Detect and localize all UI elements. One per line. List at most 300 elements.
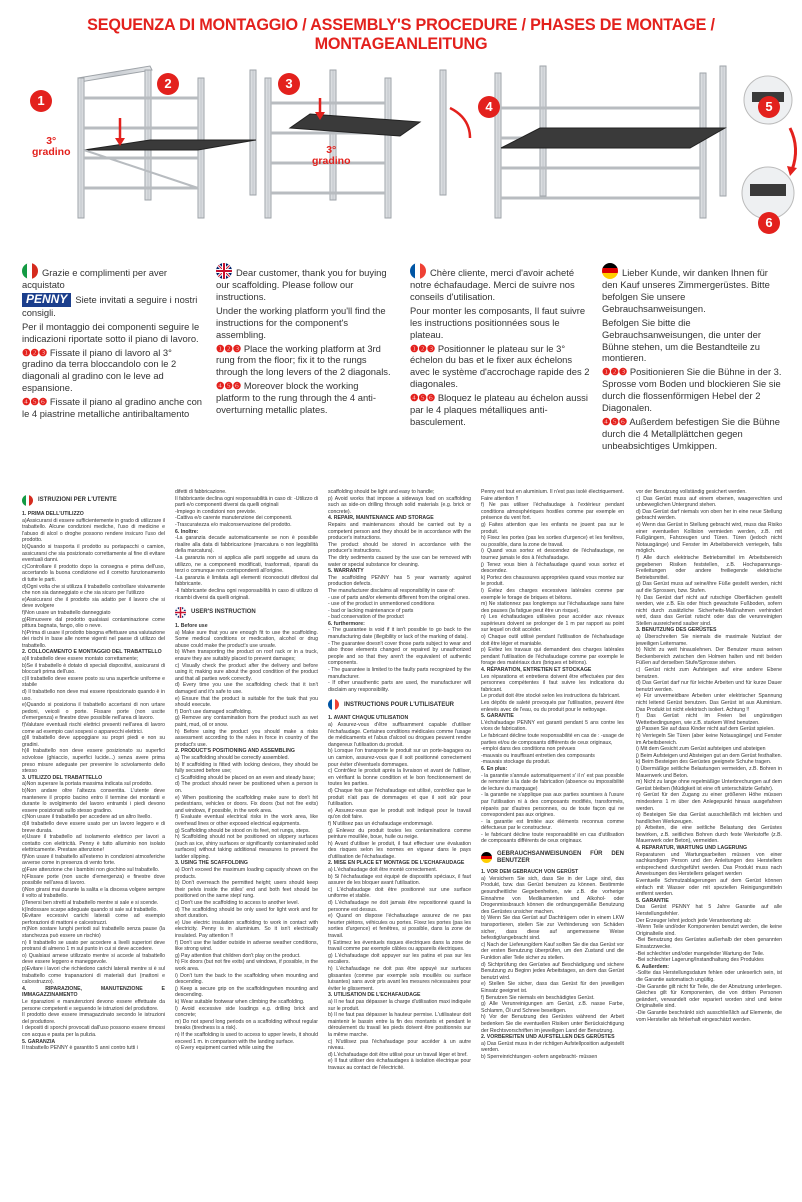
instructions-column-4 bbox=[481, 489, 624, 1199]
instruction-text: scaffolding should be light and easy to handle; bbox=[328, 489, 435, 495]
instruction-section-title: 6. Außerdem: bbox=[636, 963, 669, 970]
instruction-text: e)Quando si posiziona il trabattello accertarsi di non urtare pedoni, veicoli o porte. Fissare porte (non uscite d'emergenza) e finestre dove possibile nell'area di lavoro. bbox=[22, 702, 165, 722]
instruction-paragraph bbox=[22, 874, 165, 887]
instruction-text: e) Quand on dispose l'échafaudage assurez de ne pas heurter piétons, véhicules ou portes. Fixez les portes (pas les sorties d'urgence) et fenêtres, si possible, dans la zone de travail. bbox=[328, 913, 471, 939]
instruction-paragraph bbox=[22, 940, 165, 953]
instruction-text: b) Don't overreach the permitted height; users should keep their pelvis inside the stiles' end and both feet should be positioned on the same step/ rung. bbox=[175, 880, 318, 900]
instruction-text: c) Don't use the scaffolding to access to another level. bbox=[175, 900, 300, 907]
instruction-paragraph bbox=[175, 630, 318, 650]
instruction-paragraph bbox=[636, 852, 782, 878]
instruction-text: Reparaturen und Wartungsarbeiten müssen von einer sachkundigen Person und den Anleitungen des Herstellers entsprechend durchgeführt werden. Das Produkt muss nach Anweisungen des Herstellers gelagert werden bbox=[636, 851, 782, 878]
instruction-text: p)Evitare i lavori che richiedono carichi laterali mentre si è sul trabattello come trapanazioni di materiali duri (mattoni e calcestruzzo). bbox=[22, 965, 165, 986]
instruction-paragraph bbox=[22, 511, 165, 518]
instruction-paragraph bbox=[481, 773, 624, 793]
instruction-text: l) Übermäßige seitliche Belastungen vermeiden, z.B. Bohren in Mauerwerk und Beton. bbox=[636, 765, 782, 779]
instruction-text: p) Avoid works that impose a sideways load on scaffolding such as side-on drilling through solid materials (e.g. brick or concrete). bbox=[328, 495, 471, 515]
instruction-text: a) Assurez-vous d'être suffisamment capable d'utiliser l'échafaudage. Certaines conditions médicales comme l'usage de médicaments et l'abus d'alcool ou drogues peuvent rendre dangereux l'utilisation du produit. bbox=[328, 722, 471, 748]
instruction-text: b) Il ne faut pas dépasser la hauteur permise. L'utilisateur doit maintenir le bassin entre la fin des montants et pendant le déroulement du travail les pieds doivent être positionnés sur la même marche. bbox=[328, 1012, 471, 1038]
instruction-paragraph bbox=[328, 575, 471, 588]
instruction-paragraph bbox=[22, 544, 165, 564]
instruction-paragraph bbox=[481, 753, 624, 760]
instruction-paragraph bbox=[175, 623, 318, 630]
step-number-4: 4 bbox=[478, 96, 500, 118]
instruction-text: h)Fissare porte (non uscite d'emergenza) e finestre dove possibile nell'area di lavoro. bbox=[22, 873, 165, 887]
instruction-text: c) Gerüst nicht zum Aufsteigen auf eine andere Ebene benutzen. bbox=[636, 667, 782, 680]
instruction-paragraph bbox=[636, 984, 782, 1010]
instruction-text: f) Don't use the ladder outside in adverse weather conditions, like strong wind. bbox=[175, 939, 318, 953]
instruction-text: vor der Benutzung vollständig gesichert werden. bbox=[636, 489, 747, 495]
instruction-paragraph bbox=[481, 601, 624, 614]
instruction-paragraph bbox=[481, 700, 624, 713]
instruction-paragraph bbox=[636, 759, 782, 766]
instruction-paragraph bbox=[636, 1010, 782, 1023]
instruction-section-title: 2. MISE EN PLACE ET MONTAGE DE L'ECHAFAUDAGE bbox=[328, 860, 465, 867]
instruction-text: b) When transporting the product on roof rack or in a truck, ensure they are suitably placed to prevent damages; bbox=[175, 649, 318, 663]
instruction-paragraph bbox=[481, 792, 624, 818]
instruction-paragraph bbox=[22, 781, 165, 788]
instruction-paragraph bbox=[481, 1041, 624, 1054]
instruction-text: e) Ensure that the product is suitable for the task that you should execute. bbox=[175, 695, 318, 709]
instruction-text: h)Prima di usare il prodotto bisogna effettuare una valutazione dei rischi in base alle norme vigenti nel paese di utilizzo del trabattello. bbox=[22, 629, 165, 649]
instruction-text: l) Avoid excessive side loadings e.g. drilling brick and concrete; bbox=[175, 1005, 318, 1019]
instruction-paragraph bbox=[328, 555, 471, 568]
instruction-section-title: 4. RÉPARATION, ENTRETIEN ET STOCKAGE bbox=[481, 667, 592, 674]
instruction-text: f) Ne pas utiliser l'échafaudage à l'extérieur pendant conditions atmosphériques hostiles comme par exemple en présence du vent fort. bbox=[481, 502, 624, 522]
instruction-text: h) Avant d'utiliser le produit, il faut effectuer une évaluation des risques selon les normes en vigueur dans le pays d'utilisation de l'échafaudage. bbox=[328, 840, 471, 860]
instruction-section-title: 5. GARANTIE bbox=[636, 897, 669, 904]
instruction-text: c) Scaffolding should be placed on an even and steady base; bbox=[175, 774, 316, 781]
instruction-paragraph bbox=[481, 634, 624, 647]
instruction-text: c)Il trabattello deve essere posto su una superficie uniforme e stabile bbox=[22, 675, 165, 689]
instruction-text: -Bei Benutzung des Gerüstes außerhalb der oben genannten Einsatzzwecke. bbox=[636, 937, 782, 950]
instruction-text: g) Das Gerüst muss auf seine/ihre Füße gestellt werden, nicht auf die Sprossen, bzw. Stufen. bbox=[636, 581, 782, 594]
instruction-paragraph bbox=[22, 854, 165, 867]
instruction-paragraph bbox=[22, 1025, 165, 1038]
instruction-paragraph bbox=[328, 601, 471, 608]
instruction-paragraph bbox=[22, 821, 165, 834]
instruction-paragraph bbox=[175, 867, 318, 880]
instruction-paragraph bbox=[22, 966, 165, 986]
instruction-paragraph bbox=[481, 766, 624, 773]
instruction-paragraph bbox=[22, 617, 165, 630]
instruction-paragraph bbox=[481, 522, 624, 535]
instruction-text: h)Il trabattello non deve essere posizionato su superfici scivolose (ghiaccio, superfici lucide...) senza avere prima preso misure adeguate per prevenire lo scivolamento dello stesso bbox=[22, 748, 165, 775]
instruction-paragraph bbox=[481, 995, 624, 1002]
instruction-text: a)Il trabattello deve essere montato correttamente; bbox=[22, 656, 139, 663]
instruction-text: k) Portez des chaussures appropriées quand vous montez sur le produit. bbox=[481, 574, 624, 588]
instruction-paragraph bbox=[328, 860, 471, 867]
instruction-text: - use of parts and/or elements different from the original ones. bbox=[328, 594, 470, 601]
instruction-text: - le fabricant décline toute responsabilité en cas d'utilisation de composants différents de ceux originaux. bbox=[481, 831, 624, 845]
instruction-paragraph bbox=[328, 913, 471, 939]
instruction-paragraph bbox=[636, 667, 782, 680]
instruction-text: Penny est tout en aluminium. Il n'est pas isolé électriquement. Faire attention !! bbox=[481, 489, 624, 502]
instruction-text: Repairs and maintenances should be carried out by a competent person and they should be in accordance with the producer's instructions. bbox=[328, 521, 471, 542]
instruction-paragraph bbox=[22, 597, 165, 610]
step-number-3: 3 bbox=[278, 73, 300, 95]
instruction-text: -Trascuratezza e/o malconservazione del prodotto. bbox=[175, 521, 292, 528]
instruction-section-title: 1. AVANT CHAQUE UTILISATION bbox=[328, 715, 409, 722]
instruction-text: j) Beim Aufsteigen und Absteigen gut an dem Gerüst festhalten. bbox=[636, 752, 782, 759]
instruction-text: m) Do not spend long periods on a scaffolding without regular breaks (tiredness is a risk). bbox=[175, 1018, 318, 1032]
instruction-paragraph bbox=[636, 970, 782, 983]
instruction-paragraph bbox=[175, 588, 318, 601]
instruction-text: f) N'utilisez pas un échafaudage endommagé. bbox=[328, 820, 434, 827]
instruction-text: m) Ne stationnez pas longtemps sur l'échafaudage sans faire des pauses (la fatigue peut être un risque). bbox=[481, 601, 624, 614]
instruction-paragraph bbox=[328, 496, 471, 516]
instruction-section-title: 3. USING THE SCAFFOLDING bbox=[175, 860, 248, 867]
instruction-paragraph bbox=[636, 726, 782, 733]
instruction-paragraph bbox=[328, 614, 471, 621]
instruction-paragraph bbox=[636, 713, 782, 726]
step-number-5: 5 bbox=[758, 96, 780, 118]
instruction-text: e) Für unvermeidbare Arbeiten unter elektrischer Spannung nicht leitend Gerüst benutzen. Das Gerüst ist aus Aluminium. Das Produkt ist nicht elektrisch isoliert. Achtung !! bbox=[636, 693, 782, 713]
instruction-text: -emploi dans des conditions non prévues bbox=[481, 746, 576, 753]
instruction-paragraph bbox=[328, 821, 471, 828]
instructions-column-2 bbox=[175, 489, 318, 1199]
instruction-paragraph bbox=[481, 647, 624, 667]
instruction-paragraph bbox=[22, 689, 165, 702]
instruction-paragraph bbox=[22, 887, 165, 900]
instruction-paragraph bbox=[328, 515, 471, 522]
scaffold-step-4 bbox=[495, 66, 726, 218]
instruction-paragraph bbox=[481, 614, 624, 634]
instruction-text: - The guarantee is limited to the faulty parts recognized by the manufacturer. bbox=[328, 667, 471, 680]
step-number-2: 2 bbox=[157, 73, 179, 95]
instruction-paragraph bbox=[22, 584, 165, 597]
instruction-text: L'échafaudage PENNY est garanti pendant 5 ans contre les vices de fabrication. bbox=[481, 719, 624, 733]
instruction-text: g) Scaffolding should be stood on its feet, not rungs, steps. bbox=[175, 827, 310, 834]
instruction-text: d) L'échafaudage doit être utilisé pour un travail léger et bref. bbox=[328, 1051, 468, 1058]
instruction-paragraph bbox=[175, 555, 318, 575]
section-heading-english: USER'S INSTRUCTION bbox=[175, 607, 318, 618]
instruction-text: l) Évitez des charges excessives latérales comme par exemple le forage de briques et bétons. bbox=[481, 587, 624, 601]
instruction-text: Il prodotto deve essere immagazzinato secondo le istruzioni del produttore. bbox=[22, 1012, 165, 1025]
instruction-paragraph bbox=[328, 608, 471, 615]
instruction-text: i)Non girarsi mai durante la salita e la discesa volgere sempre il volto al trabattello. bbox=[22, 886, 165, 900]
instruction-paragraph bbox=[175, 729, 318, 749]
uk-flag-icon bbox=[175, 607, 186, 618]
france-flag-icon bbox=[328, 699, 339, 710]
instruction-paragraph bbox=[481, 1034, 624, 1041]
instruction-text: c)Non usare il trabattello per accedere ad un altro livello. bbox=[22, 814, 152, 821]
instruction-text: - The guarantee is void if it isn't possible to go back to the manufacturing date (illegibility or lack of the marking of data). bbox=[328, 627, 471, 641]
instruction-text: i) Don't turn the back to the scaffolding when mounting and descending. bbox=[175, 972, 318, 986]
instruction-text: a) Versichern Sie sich, dass Sie in der Lage sind, das Produkt, bzw. das Gerüst benutzen zu können. Bestimmte gesundheitliche Gegebenheiten, wie z.B. die vorherige Einnahme von Medikamenten und Alkohol- oder Drogenmissbrauch können die ordnungsgemäße Benutzung des Gerüstes unsicher machen. bbox=[481, 875, 624, 915]
instruction-text: d) Il trabattello non deve mai essere riposizionato quando è in uso. bbox=[22, 689, 165, 702]
instruction-paragraph bbox=[481, 588, 624, 601]
instruction-section-title: 3. UTILIZZO DEL TRABATTELLO bbox=[22, 774, 103, 781]
instruction-paragraph bbox=[328, 680, 471, 693]
instruction-text: - use of the product in unmentioned conditions bbox=[328, 601, 435, 608]
instruction-paragraph bbox=[22, 999, 165, 1012]
instruction-text: j) Tenez vous bien à l'échafaudage quand vous sortez et descendez. bbox=[481, 561, 624, 575]
instruction-paragraph bbox=[328, 627, 471, 640]
instruction-paragraph bbox=[175, 682, 318, 695]
instruction-text: f) Don't use damaged scaffolding. bbox=[175, 708, 253, 715]
instruction-text: Le fabricant décline toute responsabilité en cas de : -usage de parties et/ou de composants différents de ceux originaux, bbox=[481, 732, 624, 746]
instruction-text: g) Passen Sie auf dass Kinder nicht auf dem Gerüst spielen. bbox=[636, 726, 775, 733]
instruction-text: Le riparazioni e manutenzioni devono essere effettuate da persone competenti e seguendo le istruzioni del produttore. bbox=[22, 998, 165, 1012]
instruction-paragraph bbox=[328, 808, 471, 821]
instruction-paragraph bbox=[481, 693, 624, 700]
instruction-paragraph bbox=[636, 964, 782, 971]
instruction-paragraph bbox=[22, 722, 165, 735]
instruction-paragraph bbox=[481, 674, 624, 694]
instruction-text: e) Il faut utiliser des échafaudages à isolation électrique pour travaux au contact de l'électricité. bbox=[328, 1058, 471, 1071]
section-heading-italian: ISTRUZIONI PER L'UTENTE bbox=[22, 495, 165, 506]
instruction-paragraph bbox=[636, 733, 782, 746]
instruction-paragraph bbox=[22, 663, 165, 676]
instruction-paragraph bbox=[636, 753, 782, 760]
instruction-text: n) If the scaffolding is used to access to upper levels, it should exceed 1 m. in comparison with the landing surface. bbox=[175, 1031, 318, 1045]
uk-flag-icon bbox=[216, 263, 232, 279]
instruction-paragraph bbox=[481, 962, 624, 982]
instruction-paragraph bbox=[175, 515, 318, 522]
instruction-text: b)Quando si trasporta il prodotto su portapacchi o camion, assicurarsi che sia posizionato correttamente al fine di evitare eventuali danni. bbox=[22, 543, 165, 564]
instruction-paragraph bbox=[636, 812, 782, 825]
instruction-text: o) Qualsiasi arnese utilizzato mentre si accede al trabattello deve essere leggero e maneggevole. bbox=[22, 952, 165, 966]
instruction-paragraph bbox=[175, 973, 318, 986]
instruction-text: e)Assicurarsi che il prodotto sia adatto per il lavoro che si deve svolgere bbox=[22, 596, 165, 610]
instruction-paragraph bbox=[481, 667, 624, 674]
instruction-paragraph bbox=[22, 748, 165, 774]
instruction-text: e) Assurez-vous que le produit soit indiqué pour le travail qu'on doit faire. bbox=[328, 807, 471, 821]
instruction-text: m) Nicht zu lange ohne regelmäßige Unterbrechungen auf dem Gerüst bleiben (Müdigkeit ist eine oft unterschätzte Gefahr). bbox=[636, 779, 782, 792]
instruction-paragraph bbox=[175, 696, 318, 709]
instruction-paragraph bbox=[636, 951, 782, 958]
instruction-section-title: 2. PRODUCT'S POSITIONING AND ASSEMBLING bbox=[175, 748, 295, 755]
step-label-3rd-rung-b: 3° gradino bbox=[312, 144, 351, 167]
instruction-paragraph bbox=[175, 900, 318, 907]
instruction-section-title: 6. Inoltre: bbox=[175, 528, 199, 535]
instruction-paragraph bbox=[328, 1058, 471, 1071]
instruction-text: The scaffolding PENNY has 5 year warranty against production defects. bbox=[328, 574, 471, 588]
instruction-paragraph bbox=[636, 581, 782, 594]
instruction-paragraph bbox=[481, 746, 624, 753]
step-number-6: 6 bbox=[758, 212, 780, 234]
step-label-3rd-rung: 3° gradino bbox=[32, 135, 71, 158]
instruction-section-title: 3. BENUTZUNG DES GERÜSTES bbox=[636, 627, 717, 634]
instruction-paragraph bbox=[22, 834, 165, 854]
instruction-paragraph bbox=[175, 907, 318, 920]
intro-french: Chère cliente, merci d'avoir acheté notre échafaudage. Merci de suivre nos conseils d'utilisation. Pour monter les composants, Il faut suivre les instructions positionnées sous le plateau. ❶❷❸ Positionner le plateau sur le 3° échelon du bas et le fixer aux échelons avec le système d'accrochage rapide des 2 diagonales. ❹❺❻ Bloquez le plateau au échelon aussi par le 4 plaques métalliques anti-basculement. bbox=[410, 263, 590, 430]
germany-flag-icon bbox=[481, 852, 492, 863]
instruction-paragraph bbox=[175, 748, 318, 755]
italy-flag-icon bbox=[22, 263, 38, 279]
instruction-section-title: 1. PRIMA DELL'UTILIZZO bbox=[22, 511, 84, 517]
instruction-paragraph bbox=[22, 775, 165, 782]
instruction-paragraph bbox=[328, 748, 471, 768]
instruction-paragraph bbox=[481, 720, 624, 733]
instructions-column-3 bbox=[328, 489, 471, 1199]
instruction-paragraph bbox=[636, 957, 782, 964]
instruction-text: c) L'échafaudage doit être positionné sur une surface uniforme et stable. bbox=[328, 886, 471, 900]
instruction-paragraph bbox=[636, 937, 782, 950]
instruction-paragraph bbox=[636, 693, 782, 713]
instruction-text: d) Every time you use the scaffolding check that it isn't damaged and it's safe to use. bbox=[175, 682, 318, 696]
instruction-text: c) Visually check the product after the delivery and before using it; making sure about the good condition of the product and that all parties work correctly. bbox=[175, 662, 318, 682]
instruction-text: -Wenn Teile und/oder Komponenten benutzt werden, die keine Originalteile sind. bbox=[636, 924, 782, 937]
instructions-column-1 bbox=[22, 489, 165, 1199]
instruction-text: h) L'échafaudage ne doit pas être appuyé sur surfaces glissantes (comme par exemple sols mouillés ou surface luisantes) sans avoir pris avant les mesures nécessaires pour éviter le glissement. bbox=[328, 965, 471, 992]
instruction-paragraph bbox=[175, 522, 318, 529]
instruction-paragraph bbox=[328, 999, 471, 1012]
instruction-paragraph bbox=[22, 1012, 165, 1025]
instruction-text: c) N'utilisez pas l'échafaudage pour accéder à un autre niveau. bbox=[328, 1038, 471, 1052]
instruction-text: f) Evaluate eventual electrical risks in the work area, like overhead lines or other exposed electrical equipments. bbox=[175, 814, 318, 827]
instruction-text: -Bei schlechter Lagerung/Instandhaltung des Produktes bbox=[636, 957, 764, 964]
instruction-paragraph bbox=[175, 649, 318, 662]
instruction-text: I depositi di sporchi provocati dall'uso possono essere rimossi con acqua e pasta per la pulizia. bbox=[22, 1025, 165, 1038]
instruction-text: The product should be stored in accordance with the producer's instructions. bbox=[328, 541, 471, 555]
instruction-paragraph bbox=[22, 735, 165, 748]
instruction-paragraph bbox=[328, 828, 471, 841]
instruction-text: difetti di fabbricazione. bbox=[175, 489, 227, 495]
instruction-paragraph bbox=[481, 489, 624, 502]
instruction-text: d) Das Gerüst darf nur für leichte Arbeiten und für kurze Dauer benutzt werden. bbox=[636, 680, 782, 693]
instruction-text: g)Fare attenzione che i bambini non giochino sul trabattello. bbox=[22, 867, 160, 874]
italy-flag-icon bbox=[22, 495, 33, 506]
instruction-paragraph bbox=[481, 713, 624, 720]
instruction-section-title: 5. WARRANTY bbox=[328, 568, 364, 575]
instruction-text: o) Besteigen Sie das Gerüst ausschließlich mit leichten und handlichen Werkzeugen. bbox=[636, 812, 782, 825]
instruction-text: j) Keep a secure grip on the scaffoldingwhen mounting and descending. bbox=[175, 985, 318, 999]
instruction-text: Der Erzeuger lehnt jedoch jede Verantwortung ab: bbox=[636, 917, 752, 924]
instruction-paragraph bbox=[175, 762, 318, 775]
instruction-text: The dirty sediments caused by the use can be removed with water or special substance for cleaning. bbox=[328, 554, 471, 568]
instruction-paragraph bbox=[175, 828, 318, 835]
instruction-paragraph bbox=[636, 555, 782, 581]
instruction-paragraph bbox=[175, 814, 318, 827]
instruction-text: o) Every equipment carried while using the bbox=[175, 1045, 274, 1052]
instruction-text: k)Indossare scarpe adeguate quando si sale sul trabattello. bbox=[22, 906, 158, 913]
instruction-paragraph bbox=[481, 1014, 624, 1034]
instruction-paragraph bbox=[481, 915, 624, 941]
instruction-section-title: 4. RIPARAZIONE, MANUTENZIONE E IMMAGAZZINAMENTO bbox=[22, 985, 165, 999]
instruction-text: f)Non usare un trabattello danneggiato bbox=[22, 609, 111, 616]
instruction-text: -Cattiva e/o carente manutenzione dei componenti. bbox=[175, 515, 293, 522]
instruction-text: -Die Garantie beschränkt sich ausschließlich auf Elemente, die vom Hersteller als fehlerhaft eingeschätzt werden. bbox=[636, 1009, 782, 1023]
instruction-paragraph bbox=[481, 733, 624, 746]
instruction-text: h) Scaffolding should not be positioned on slippery surfaces (such as ice, shiny surfaces or significantly contaminated solid surfaces) without taking additional measures to prevent the ladder slipping. bbox=[175, 834, 318, 860]
instruction-text: Le produit doit être stocké selon les instructions du fabricant. bbox=[481, 693, 621, 700]
instruction-paragraph bbox=[328, 715, 471, 722]
instruction-paragraph bbox=[175, 959, 318, 972]
instruction-paragraph bbox=[481, 535, 624, 548]
instruction-paragraph bbox=[636, 595, 782, 628]
instruction-paragraph bbox=[328, 953, 471, 966]
instruction-paragraph bbox=[481, 759, 624, 766]
instruction-paragraph bbox=[636, 878, 782, 898]
instruction-text: n) Les échafaudages utilisées pour accéder aux niveaux supérieurs doivent se prolonger de 1 m par rapport au point sur lequel on doit accéder. bbox=[481, 614, 624, 634]
instruction-paragraph bbox=[328, 874, 471, 887]
instruction-paragraph bbox=[22, 907, 165, 914]
instruction-paragraph bbox=[175, 940, 318, 953]
instruction-text: a) Don't exceed the maximum loading capacity shown on the products. bbox=[175, 867, 318, 880]
instruction-text: f) Estimez les éventuels risques électriques dans la zone de travail comme par exemple câbles ou appareils électriques. bbox=[328, 939, 471, 953]
instruction-paragraph bbox=[175, 535, 318, 555]
instruction-paragraph bbox=[481, 832, 624, 845]
instruction-section-title: 2. COLLOCAMENTO E MONTAGGIO DEL TRABATTELLO bbox=[22, 649, 162, 656]
instruction-text: -La garanzia decade automaticamente se non è possibile risalire alla data di fabbricazione (marcatura o non leggibilità della marcatura). bbox=[175, 535, 318, 555]
instruction-text: g) Enlevez du produit toutes les contaminations comme peinture mouillée, boue, huile ou neige. bbox=[328, 827, 471, 841]
instruction-paragraph bbox=[175, 663, 318, 683]
instruction-text: f) Das Gerüst nicht im Freien bei ungünstigen Wetterbedingungen, wie z.B. starkem Wind benutzen. bbox=[636, 713, 782, 726]
instruction-text: l)Evitare eccessivi carichi laterali come ad esempio perforazioni di mattoni e calcestruzzi. bbox=[22, 913, 165, 926]
instruction-paragraph bbox=[481, 942, 624, 962]
instruction-text: h) Before using the product you should make a risks assessment according to the rules in force in country of the product's use. bbox=[175, 728, 318, 748]
instruction-paragraph bbox=[636, 509, 782, 522]
instruction-text: -Il fabbricante declina ogni responsabilità in caso di utilizzo di ricambi diversi da quelli originali. bbox=[175, 587, 318, 601]
instruction-paragraph bbox=[328, 667, 471, 680]
instruction-text: e) Wenn das Gerüst in Stellung gebracht wird, muss das Risiko einer eventuellen Kollision vermieden werden, z.B. mit Fußgängern, Fahrzeugen und Türen. Türen (jedoch nicht Notausgänge) und Fenster im Arbeitsbereich verriegeln, falls möglich. bbox=[636, 521, 782, 555]
instruction-paragraph bbox=[481, 575, 624, 588]
instruction-paragraph bbox=[22, 1045, 165, 1052]
instruction-text: Il trabattello PENNY è garantito 5 anni contro tutti i bbox=[22, 1045, 138, 1052]
instruction-section-title: 1. Before use bbox=[175, 623, 208, 630]
instruction-section-title: 5. GARANZIA bbox=[22, 1038, 56, 1045]
instruction-paragraph bbox=[636, 792, 782, 812]
instruction-paragraph bbox=[636, 634, 782, 647]
instruction-text: g) Alle Verunreinigungen am Gerüst, z.B. nasse Farbe, Schlamm, Öl und Schnee beseitigen. bbox=[481, 1001, 624, 1014]
instruction-paragraph bbox=[636, 647, 782, 667]
instruction-text: -Die Garantie gilt nicht für Teile, die der Abnutzung unterliegen. Gleiches gilt für Komponenten, die von dritten Personen geändert, verwandelt oder repariert worden sind und keine Originalteile sind. bbox=[636, 983, 782, 1010]
instruction-text: d)Ogni volta che si utilizza il trabattello controllare visivamente che non sia danneggiato e che sia sicuro per l'utilizzo bbox=[22, 583, 165, 597]
instruction-text: h) Verriegeln Sie Türen (aber keine Notausgänge) und Fenster im Arbeitsbereich. bbox=[636, 732, 782, 746]
instruction-paragraph bbox=[22, 649, 165, 656]
instruction-text: -La garanzia non si applica alle parti soggette ad usura da utilizzo, ne a componenti modificati, trasformati, riparati da terzi o comunque non corrispondenti all'origine. bbox=[175, 554, 318, 575]
instruction-text: -La garanzia è limitata agli elementi riconosciuti difettosi dal fabbricante. bbox=[175, 574, 318, 588]
instruction-paragraph bbox=[636, 489, 782, 496]
instruction-paragraph bbox=[636, 904, 782, 917]
intro-english: Dear customer, thank you for buying our scaffolding. Please follow our instructions. Under the working platform you'll find the instructions for the component's assembling. ❶❷❸ Place the working platform at 3rd rung from the floor; fix it to the rungs through the long levers of the 2 diagonals. ❹❺❻ Moreover block the working platform to the rung through the 4 anti-overturning metallic plates. bbox=[216, 263, 394, 418]
assembly-steps-illustration bbox=[0, 58, 802, 248]
instruction-paragraph bbox=[328, 621, 471, 628]
instruction-paragraph bbox=[175, 575, 318, 588]
instruction-paragraph bbox=[175, 1019, 318, 1032]
instruction-text: a) L'échafaudage doit être monté correctement. bbox=[328, 867, 438, 874]
instruction-paragraph bbox=[636, 924, 782, 937]
instruction-section-title: 5. GARANTIE bbox=[481, 713, 514, 720]
instruction-text: b) If scaffolding is fitted with locking devices, they should be fully secured before use; bbox=[175, 761, 318, 775]
instruction-paragraph bbox=[636, 898, 782, 905]
instruction-text: d) The scaffolding should be only used for light work and for short duration. bbox=[175, 906, 318, 920]
france-flag-icon bbox=[410, 263, 426, 279]
instruction-text: g) Faites attention que les enfants ne jouent pas sur le produit. bbox=[481, 521, 624, 535]
instruction-paragraph bbox=[636, 746, 782, 753]
instruction-text: m)Non sostare lunghi periodi sul trabattello senza pause (la stanchezza può essere un rischio) bbox=[22, 926, 165, 939]
instruction-text: f) Alle durch elektrische Betriebsmittel im Arbeitsbereich gegebenen Risiken feststellen, z.B. Hochspannungs-Freileitungen oder andere freiliegende elektrische Betriebsmittel. bbox=[636, 554, 782, 581]
instruction-section-title: 2. VORBEREITEN UND AUFSTELLEN DES GERÜSTES bbox=[481, 1034, 615, 1041]
instruction-paragraph bbox=[328, 641, 471, 667]
instruction-paragraph bbox=[22, 630, 165, 650]
instruction-paragraph bbox=[636, 680, 782, 693]
instruction-paragraph bbox=[328, 867, 471, 874]
instruction-text: b)Se il trabattello è dotato di speciali dispositivi, assicurarsi di bloccarli prima dell'uso. bbox=[22, 662, 165, 676]
instruction-text: b) Sperreinrichtungen -sofern angebracht- müssen bbox=[481, 1053, 598, 1060]
instruction-paragraph bbox=[175, 709, 318, 716]
instruction-paragraph bbox=[481, 548, 624, 561]
instruction-text: a) Das Gerüst muss in der richtigen Aufstellposition aufgestellt werden. bbox=[481, 1040, 624, 1054]
instruction-paragraph bbox=[481, 562, 624, 575]
instruction-paragraph bbox=[175, 953, 318, 960]
instruction-text: i) Quand vous sortez et descendez de l'échafaudage, ne tournez jamais le dos à l'échafaudage. bbox=[481, 548, 624, 561]
instruction-text: f)Valutare eventuali rischi elettrici presenti nell'area di lavoro come ad esempio cavi sospesi o apparecchi elettrici. bbox=[22, 722, 165, 735]
instruction-paragraph bbox=[636, 496, 782, 509]
instruction-text: h) Fixez les portes (pas les sorties d'urgence) et les fenêtres, ou possible, dans la zone de travail. bbox=[481, 535, 624, 548]
instruction-paragraph bbox=[328, 489, 471, 496]
